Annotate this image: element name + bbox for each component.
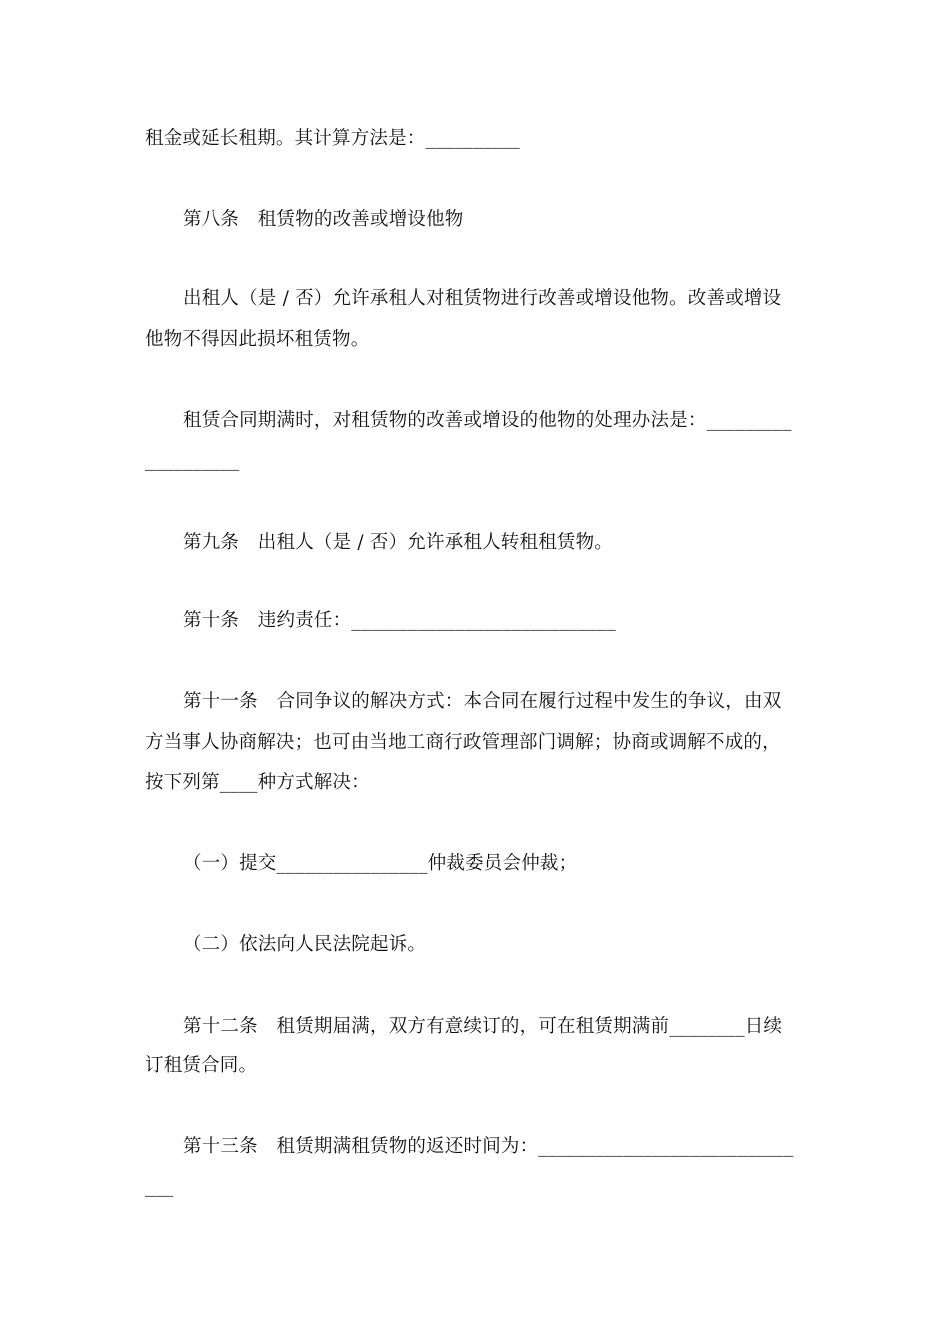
- article-8-heading: 第八条 租赁物的改善或增设他物: [183, 209, 464, 230]
- article-11-line: 第十一条 合同争议的解决方式：本合同在履行过程中发生的争议，由双: [183, 691, 782, 712]
- article-9: 第九条 出租人（是 / 否）允许承租人转租租赁物。: [183, 532, 613, 553]
- article-12-line: 第十二条 租赁期届满，双方有意续订的，可在租赁期满前________日续: [183, 1016, 783, 1037]
- article-12-line: 订租赁合同。: [145, 1055, 258, 1076]
- option-2: （二）依法向人民法院起诉。: [183, 934, 427, 955]
- article-11-line: 方当事人协商解决；也可由当地工商行政管理部门调解；协商或调解不成的，: [145, 732, 781, 753]
- article-11-line: 按下列第____种方式解决：: [145, 772, 370, 793]
- article-13-line: ___: [145, 1176, 174, 1197]
- option-1: （一）提交________________仲裁委员会仲裁；: [183, 853, 578, 874]
- paragraph-line: 出租人（是 / 否）允许承租人对租赁物进行改善或增设他物。改善或增设: [183, 288, 782, 309]
- paragraph-line: __________: [145, 450, 240, 471]
- article-13-line: 第十三条 租赁期满租赁物的返还时间为：___________________________: [183, 1136, 794, 1157]
- paragraph-line: 他物不得因此损坏租赁物。: [145, 329, 370, 350]
- article-10: 第十条 违约责任：____________________________: [183, 610, 616, 631]
- paragraph-line: 租赁合同期满时，对租赁物的改善或增设的他物的处理办法是：_________: [183, 410, 792, 431]
- paragraph-line: 租金或延长租期。其计算方法是：__________: [145, 128, 521, 149]
